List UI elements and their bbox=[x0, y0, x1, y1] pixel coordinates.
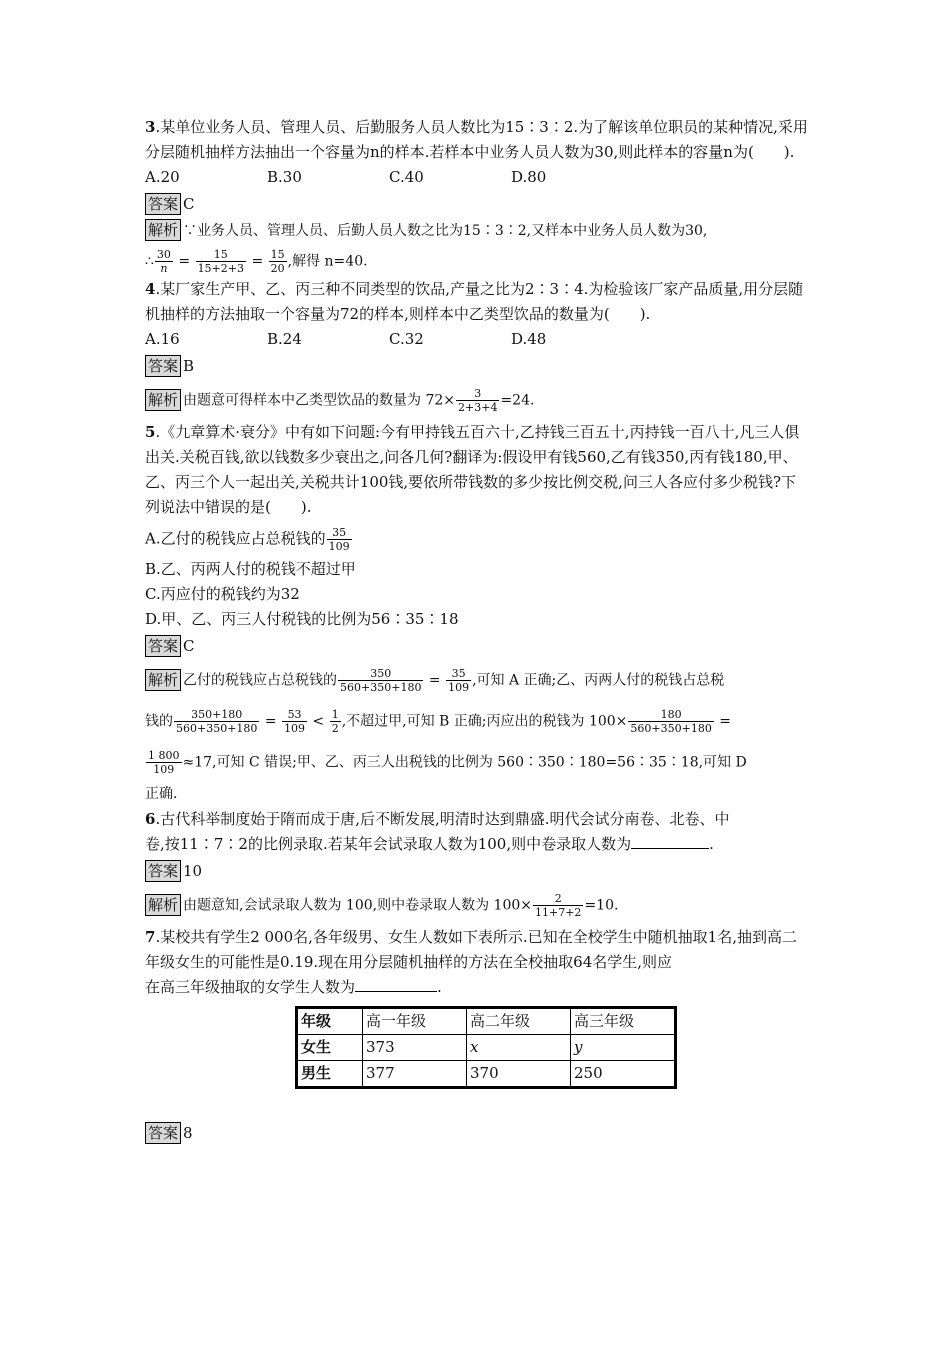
table-header-row bbox=[297, 1008, 676, 1035]
table-header-cell: 年级 bbox=[297, 1008, 363, 1035]
analysis-tag: 解析 bbox=[145, 894, 181, 916]
table-cell: 377 bbox=[363, 1061, 467, 1088]
options-q4 bbox=[145, 327, 810, 352]
option-b: B.乙、丙两人付的税钱不超过甲 bbox=[145, 560, 356, 578]
question-4 bbox=[145, 277, 810, 327]
question-number: 6 bbox=[145, 810, 156, 828]
analysis-result: =24. bbox=[500, 392, 535, 409]
option-a: A.20 bbox=[145, 168, 180, 186]
therefore-sign: ∴ bbox=[145, 253, 154, 270]
analysis-q5-line2: 钱的 $\frac{350+180}{560+350+180}$ = $\frac{53}{109}$ < $\frac{1}{2}$ ,不超过甲,可知 B 正确;丙应出的税钱为 100× $\frac{180}{560+350+180}$ = bbox=[145, 708, 732, 735]
question-7-line2: 在高三年级抽取的女学生人数为 . bbox=[145, 975, 810, 1000]
fraction: $\frac{35}{109}$ bbox=[448, 667, 470, 694]
analysis-tag: 解析 bbox=[145, 669, 181, 691]
analysis-q5-line3: $\frac{1 800}{109}$ ≈17,可知 C 错误;甲、乙、丙三人出税钱的比例为 560∶350∶180=56∶35∶18,可知 D bbox=[148, 749, 747, 776]
answer-value: 10 bbox=[183, 862, 203, 880]
answer-blank bbox=[355, 975, 437, 992]
answer-tag: 答案 bbox=[145, 635, 181, 657]
answer-value: C bbox=[183, 637, 195, 655]
answer-value: C bbox=[183, 195, 195, 213]
table-row bbox=[297, 1061, 676, 1088]
analysis-tag: 解析 bbox=[145, 219, 181, 241]
fraction: $\frac{15}{20}$ bbox=[270, 248, 285, 275]
question-number: 3 bbox=[145, 118, 156, 136]
analysis-tag: 解析 bbox=[145, 389, 181, 411]
document-page bbox=[145, 115, 810, 1146]
answer-tag: 答案 bbox=[145, 1122, 181, 1144]
answer-tag: 答案 bbox=[145, 355, 181, 377]
question-number: 4 bbox=[145, 280, 156, 298]
table-cell: y bbox=[571, 1035, 676, 1061]
answer-q3 bbox=[145, 192, 810, 217]
table-cell: 250 bbox=[571, 1061, 676, 1088]
fraction: $\frac{15}{15+2+3}$ bbox=[197, 248, 244, 275]
question-number: 7 bbox=[145, 928, 156, 946]
table-header-cell: 高二年级 bbox=[467, 1008, 571, 1035]
analysis-q5-line4: 正确. bbox=[145, 786, 178, 802]
analysis-q5-line1: 解析 乙付的税钱应占总税钱的 $\frac{350}{560+350+180}$ = $\frac{35}{109}$ ,可知 A 正确;乙、丙两人付的税钱占总税 bbox=[145, 667, 810, 694]
answer-tag: 答案 bbox=[145, 860, 181, 882]
question-text: .某校共有学生2 000名,各年级男、女生人数如下表所示.已知在全校学生中随机抽取1名,抽到高二年级女生的可能性是0.19.现在用分层随机抽样的方法在全校抽取64名学生,则应 bbox=[145, 928, 797, 971]
fraction: $\frac{2}{11+7+2}$ bbox=[535, 892, 582, 919]
table-header-cell: 高三年级 bbox=[571, 1008, 676, 1035]
question-3 bbox=[145, 115, 810, 165]
question-6-line2: 卷,按11∶7∶2的比例录取.若某年会试录取人数为100,则中卷录取人数为 . bbox=[145, 832, 810, 857]
options-q3 bbox=[145, 165, 810, 190]
option-a: A.16 bbox=[145, 330, 180, 348]
question-text: .《九章算术·衰分》中有如下问题:今有甲持钱五百六十,乙持钱三百五十,丙持钱一百八十,凡三人俱出关.关税百钱,欲以钱数多少衰出之,问各几何?翻译为:假设甲有钱560,乙有钱350,丙有钱180,甲、乙、丙三个人一起出关,关税共计100钱,要依所带钱数的多少按比例交税,问三人各应付多少税钱?下列说法中错误的是( ). bbox=[145, 423, 800, 516]
question-5 bbox=[145, 420, 810, 520]
option-c: C.40 bbox=[389, 168, 424, 186]
analysis-text: 由题意可得样本中乙类型饮品的数量为 72× bbox=[183, 392, 456, 409]
analysis-result: ,解得 n=40. bbox=[287, 253, 368, 270]
fraction: $\frac{180}{560+350+180}$ bbox=[630, 708, 712, 735]
fraction: $\frac{30}{n}$ bbox=[156, 248, 171, 275]
analysis-q3-formula: ∴ $\frac{30}{n}$ = $\frac{15}{15+2+3}$ = $\frac{15}{20}$ ,解得 n=40. bbox=[145, 248, 368, 275]
table-cell: 男生 bbox=[297, 1061, 363, 1088]
analysis-q4 bbox=[145, 387, 810, 414]
table-row bbox=[297, 1035, 676, 1061]
table-cell: 373 bbox=[363, 1035, 467, 1061]
answer-tag: 答案 bbox=[145, 193, 181, 215]
option-d: D.甲、乙、丙三人付税钱的比例为56∶35∶18 bbox=[145, 610, 459, 628]
question-text: .某单位业务人员、管理人员、后勤服务人员人数比为15∶3∶2.为了解该单位职员的某种情况,采用分层随机抽样方法抽出一个容量为n的样本.若样本中业务人员人数为30,则此样本的容量n为( ). bbox=[145, 118, 808, 161]
fraction: $\frac{3}{2+3+4}$ bbox=[458, 387, 498, 414]
fraction: $\frac{350+180}{560+350+180}$ bbox=[176, 708, 258, 735]
fraction: $\frac{35}{109}$ bbox=[328, 526, 350, 553]
question-text: .古代科举制度始于隋而成于唐,后不断发展,明清时达到鼎盛.明代会试分南卷、北卷、中 bbox=[155, 810, 730, 828]
table-header-cell: 高一年级 bbox=[363, 1008, 467, 1035]
table-cell: 370 bbox=[467, 1061, 571, 1088]
fraction: $\frac{350}{560+350+180}$ bbox=[340, 667, 422, 694]
option-d: D.48 bbox=[511, 330, 547, 348]
option-c: C.32 bbox=[389, 330, 424, 348]
table-cell: x bbox=[467, 1035, 571, 1061]
fraction: $\frac{1}{2}$ bbox=[331, 708, 339, 735]
fraction: $\frac{53}{109}$ bbox=[284, 708, 306, 735]
option-d: D.80 bbox=[511, 168, 547, 186]
analysis-q3 bbox=[145, 219, 810, 244]
answer-q6 bbox=[145, 859, 810, 884]
fraction: $\frac{1 800}{109}$ bbox=[148, 749, 180, 776]
answer-blank bbox=[631, 832, 709, 849]
question-number: 5 bbox=[145, 423, 156, 441]
option-b: B.30 bbox=[267, 168, 302, 186]
table-cell: 女生 bbox=[297, 1035, 363, 1061]
answer-value: B bbox=[183, 357, 195, 375]
answer-value: 8 bbox=[183, 1124, 193, 1142]
option-b: B.24 bbox=[267, 330, 302, 348]
question-text: .某厂家生产甲、乙、丙三种不同类型的饮品,产量之比为2∶3∶4.为检验该厂家产品质量,用分层随机抽样的方法抽取一个容量为72的样本,则样本中乙类型饮品的数量为( ). bbox=[145, 280, 804, 323]
analysis-text: ∵业务人员、管理人员、后勤人员人数之比为15∶3∶2,又样本中业务人员人数为30, bbox=[183, 223, 708, 239]
option-c: C.丙应付的税钱约为32 bbox=[145, 585, 300, 603]
answer-q7 bbox=[145, 1121, 810, 1146]
answer-q4 bbox=[145, 354, 810, 379]
question-7 bbox=[145, 925, 810, 975]
question-6 bbox=[145, 807, 810, 832]
answer-q5 bbox=[145, 634, 810, 659]
option-a: A.乙付的税钱应占总税钱的 $\frac{35}{109}$ bbox=[145, 526, 350, 553]
grade-table bbox=[295, 1006, 677, 1089]
analysis-q6: 解析 由题意知,会试录取人数为 100,则中卷录取人数为 100× $\frac{2}{11+7+2}$ =10. bbox=[145, 892, 810, 919]
